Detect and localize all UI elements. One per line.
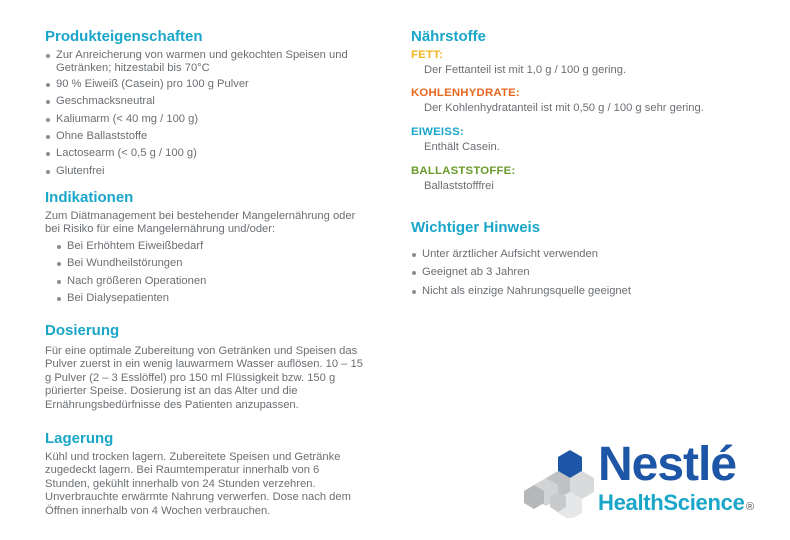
list-item: Bei Wundheilstörungen	[45, 257, 365, 270]
registered-mark: ®	[746, 501, 755, 513]
list-item: Nicht als einzige Nahrungsquelle geeignet	[411, 285, 771, 298]
protein-label: EIWEISS:	[411, 126, 464, 138]
division-name: HealthScience	[598, 490, 745, 515]
dosage-heading: Dosierung	[45, 322, 120, 339]
list-item: Unter ärztlicher Aufsicht verwenden	[411, 248, 771, 261]
list-item: Geeignet ab 3 Jahren	[411, 266, 771, 279]
indications-heading: Indikationen	[45, 189, 134, 206]
list-item: Bei Erhöhtem Eiweißbedarf	[45, 240, 365, 253]
hexagon-logo-icon	[518, 448, 598, 518]
fat-text: Der Fettanteil ist mit 1,0 g / 100 g gering.	[424, 64, 627, 76]
storage-text: Kühl und trocken lagern. Zubereitete Speisen und Getränke zugedeckt lagern. Bei Raumtemperatur innerhalb von 6 Stunden, gekühlt innerhalb von 24 Stunden verzehren. Unverbrauchte erwärmte Nahrung verwerfen. Dose nach dem Öffnen innerhalb von 4 Wochen verbrauchen.	[45, 451, 351, 517]
list-item: Ohne Ballaststoffe	[45, 130, 365, 143]
dosage-text: Für eine optimale Zubereitung von Getränken und Speisen das Pulver zuerst in ein wenig lauwarmem Wasser auflösen. 10 – 15 g Pulver (2 – 3 Esslöffel) pro 150 ml Flüssigkeit bzw. 150 g pürierter Speise. Dosierung ist an das Alter und die Ernährungsbedürfnisse des Patienten anzupassen.	[45, 345, 363, 411]
list-item: Glutenfrei	[45, 165, 365, 178]
brand-name: Nestlé	[598, 438, 737, 491]
list-item: Nach größeren Operationen	[45, 275, 365, 288]
fiber-label: BALLASTSTOFFE:	[411, 165, 516, 177]
list-item: Bei Dialysepatienten	[45, 292, 365, 305]
carbs-label: KOHLENHYDRATE:	[411, 87, 520, 99]
list-item: Geschmacksneutral	[45, 95, 365, 108]
indications-intro: Zum Diätmanagement bei bestehender Mangelernährung oder bei Risiko für eine Mangelernährung und/oder:	[45, 210, 356, 236]
protein-text: Enthält Casein.	[424, 141, 500, 153]
notice-heading: Wichtiger Hinweis	[411, 219, 541, 236]
nutrients-heading: Nährstoffe	[411, 28, 487, 45]
list-item: Zur Anreicherung von warmen und gekochten Speisen und Getränken; hitzestabil bis 70°C	[45, 49, 365, 76]
list-item: Kaliumarm (< 40 mg / 100 g)	[45, 113, 365, 126]
fat-label: FETT:	[411, 49, 444, 61]
notice-list	[411, 248, 771, 302]
fiber-text: Ballaststofffrei	[424, 180, 494, 192]
list-item: 90 % Eiweiß (Casein) pro 100 g Pulver	[45, 78, 365, 91]
storage-heading: Lagerung	[45, 430, 114, 447]
list-item: Lactosearm (< 0,5 g / 100 g)	[45, 147, 365, 160]
carbs-text: Der Kohlenhydratanteil ist mit 0,50 g / 100 g sehr gering.	[424, 102, 704, 114]
product-list	[45, 49, 365, 182]
indications-list	[45, 240, 365, 310]
product-heading: Produkteigenschaften	[45, 28, 203, 45]
